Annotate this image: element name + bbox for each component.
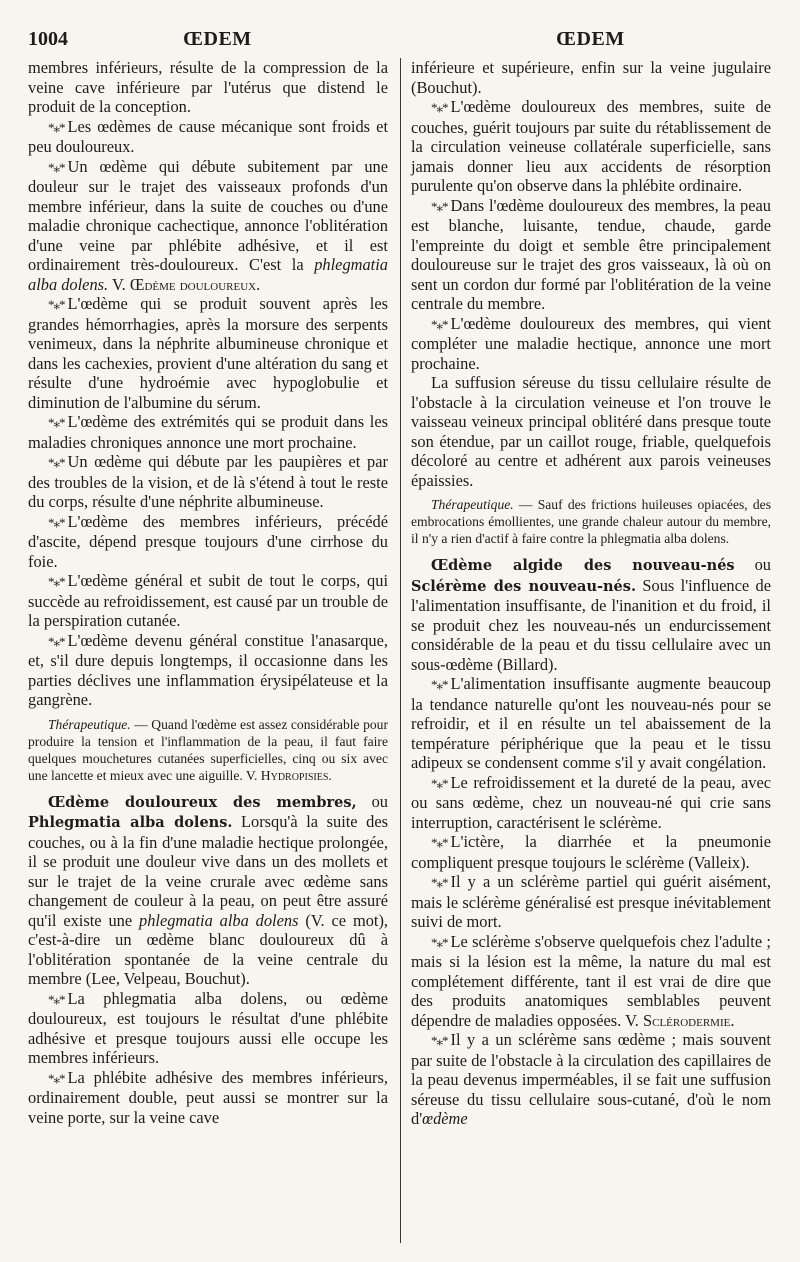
page-number: 1004 <box>28 28 68 50</box>
asterism-icon: *⁎* <box>48 297 65 312</box>
paragraph: *⁎* L'ictère, la diarrhée et la pneumonie compliquent presque toujours le sclérème (Valleix). <box>411 832 771 872</box>
paragraph: *⁎* La phlegmatia alba dolens, ou œdème douloureux, est toujours le résultat d'une phlébite adhésive et presque toujours aussi elle occupe les membres inférieurs. <box>28 988 388 1067</box>
asterism-icon: *⁎* <box>48 159 65 175</box>
cross-reference: Sclérodermie. <box>643 1010 735 1030</box>
column-divider <box>400 58 401 1243</box>
paragraph: *⁎* Les œdèmes de cause mécanique sont froids et peu douloureux. <box>28 116 388 156</box>
asterism-icon: *⁎* <box>48 1070 65 1086</box>
paragraph: *⁎* Il y a un sclérème sans œdème ; mais souvent par suite de l'obstacle à la circulation des capillaires de la peau devenus imperméables, il se fait une suffusion séreuse du tissu cellulaire sous-cutané, d'où le nom d'œdème <box>411 1030 771 1128</box>
asterism-icon: *⁎* <box>48 455 65 470</box>
italic-term: œdème <box>422 1109 468 1128</box>
paragraph: *⁎* L'œdème général et subit de tout le corps, qui succède au refroidissement, est causé par un trouble de la perspiration cutanée. <box>28 571 388 630</box>
paragraph: *⁎* L'œdème des extrémités qui se produit dans les maladies chroniques annonce une mort prochaine. <box>28 412 388 452</box>
asterism-icon: *⁎* <box>48 119 65 135</box>
asterism-icon: *⁎* <box>48 991 65 1007</box>
right-column <box>411 58 771 1129</box>
asterism-icon: *⁎* <box>431 835 448 850</box>
asterism-icon: *⁎* <box>48 574 65 589</box>
asterism-icon: *⁎* <box>431 316 448 332</box>
italic-term: phlegmatia alba dolens. <box>28 255 388 294</box>
running-title-right: ŒDEM <box>556 28 625 50</box>
section-title: Sclérème des nouveau-nés. <box>411 577 636 595</box>
asterism-icon: *⁎* <box>48 415 65 430</box>
section-entry: Œdème douloureux des membres, ou Phlegmatia alba dolens. Lorsqu'à la suite des couches, ou à la fin d'une maladie hectique prolongée, il se produit une douleur vive dans un des mollets et sur le trajet de la veine crurale avec œdème sans changement de couleur à la peau, on peut être assuré qu'il existe une phlegmatia alba dolens (V. ce mot), c'est-à-dire un œdème blanc douloureux dû à l'oblitération spontanée de la veine centrale du membre (Lee, Velpeau, Bouchut). <box>28 791 389 988</box>
paragraph: *⁎* L'œdème devenu général constitue l'anasarque, et, s'il dure depuis longtemps, il occasionne dans les parties déclives une inflammation érysipélateuse et la gangrène. <box>28 630 388 709</box>
asterism-icon: *⁎* <box>431 1033 448 1048</box>
asterism-icon: *⁎* <box>431 775 448 791</box>
section-title: Œdème douloureux des membres, <box>48 793 357 811</box>
cross-reference: Hydropisies. <box>260 767 332 783</box>
paragraph: *⁎* L'œdème des membres inférieurs, précédé d'ascite, dépend presque toujours d'une cirrhose du foie. <box>28 511 388 571</box>
paragraph: inférieure et supérieure, enfin sur la veine jugulaire (Bouchut). <box>411 58 771 97</box>
asterism-icon: *⁎* <box>431 198 448 214</box>
asterism-icon: *⁎* <box>48 514 65 530</box>
therapeutics-note: Thérapeutique. — Sauf des frictions huileuses opiacées, des embrocations émollientes, une grande chaleur autour du membre, il n'y a rien d'actif à faire contre la phlegmatia alba dolens. <box>411 497 771 546</box>
asterism-icon: *⁎* <box>431 934 448 950</box>
cross-reference: Œdème douloureux. <box>129 274 261 294</box>
paragraph: *⁎* La phlébite adhésive des membres inférieurs, ordinairement double, peut aussi se montrer sur la veine porte, sur la veine cave <box>28 1067 388 1127</box>
paragraph: *⁎* Un œdème qui débute par les paupières et par des troubles de la vision, et de là s'étend à tout le reste du corps, résulte d'une néphrite albumineuse. <box>28 452 388 511</box>
section-entry: Œdème algide des nouveau-nés ou Sclérème des nouveau-nés. Sous l'influence de l'alimentation insuffisante, de l'inanition et du froid, il se produit chez les nouveau-nés un endurcissement considérable de la peau et du tissu cellulaire avec un sous-œdème (Billard). <box>411 555 771 674</box>
paragraph: *⁎* Il y a un sclérème partiel qui guérit aisément, mais le sclérème généralisé est presque inévitablement suivi de mort. <box>411 872 771 931</box>
therapeutics-note: Thérapeutique. — Quand l'œdème est assez considérable pour produire la tension et l'inflammation de la peau, il faut faire quelques mouchetures cutanées superficielles, cinq ou six avec une lancette et mieux avec une aiguille. V. Hydropisies. <box>28 716 388 783</box>
paragraph: *⁎* L'alimentation insuffisante augmente beaucoup la tendance naturelle qu'ont les nouveau-nés pour se refroidir, et il en résulte un tel abaissement de la température périphérique que la peau et le tissu adipeux se condensent comme s'il y avait congélation. <box>411 674 771 772</box>
paragraph: *⁎* Un œdème qui débute subitement par une douleur sur le trajet des vaisseaux profonds d'un membre inférieur, dans la suite de couches ou d'une maladie chronique cachectique, annonce l'oblitération d'une veine par phlébite adhésive, et il est ordinairement très-douloureux. C'est la phlegmatia alba dolens. V. Œdème douloureux. <box>28 156 388 294</box>
asterism-icon: *⁎* <box>431 875 448 890</box>
paragraph: *⁎* Dans l'œdème douloureux des membres, la peau est blanche, luisante, tendue, chaude, garde l'empreinte du doigt et semble être principalement douloureuse sur le trajet des gros vaisseaux, là où on sent un cordon dur formé par l'oblitération de la veine centrale du membre. <box>411 195 771 313</box>
asterism-icon: *⁎* <box>431 677 448 692</box>
asterism-icon: *⁎* <box>48 633 65 649</box>
page-header <box>28 28 782 58</box>
paragraph: membres inférieurs, résulte de la compression de la veine cave inférieure par l'utérus que distend le produit de la conception. <box>28 58 388 116</box>
paragraph: *⁎* Le sclérème s'observe quelquefois chez l'adulte ; mais si la lésion est la même, la nature du mal est complétement différente, tant il est vrai de dire que des produits anatomiques semblables peuvent dépendre de maladies opposées. V. Sclérodermie. <box>411 931 771 1030</box>
paragraph: *⁎* L'œdème douloureux des membres, suite de couches, guérit toujours par suite du rétablissement de la circulation veineuse collatérale superficielle, sans jamais donner lieu aux accidents de résorption purulente qu'on observe dans la phlébite ordinaire. <box>411 97 771 195</box>
left-column <box>28 58 388 1127</box>
paragraph: *⁎* Le refroidissement et la dureté de la peau, avec ou sans œdème, chez un nouveau-né qui crie sans interruption, caractérisent le sclérème. <box>411 772 771 832</box>
asterism-icon: *⁎* <box>431 100 448 115</box>
running-title-left: ŒDEM <box>183 28 252 50</box>
paragraph: La suffusion séreuse du tissu cellulaire résulte de l'obstacle à la circulation veineuse et l'on trouve le vaisseau veineux principal oblitéré dans presque toute son étendue, par un caillot rouge, friable, quelquefois décoloré au centre et adhérent aux parois veineuses épaissies. <box>411 373 771 490</box>
section-title: Œdème algide des nouveau-nés <box>431 557 735 574</box>
paragraph: *⁎* L'œdème douloureux des membres, qui vient compléter une maladie hectique, annonce une mort prochaine. <box>411 313 771 373</box>
paragraph: *⁎* L'œdème qui se produit souvent après les grandes hémorrhagies, après la morsure des serpents venimeux, dans la néphrite albumineuse chronique et dans les cachexies, provient d'une altération du sang et résulte d'une hydroémie avec hypoglobulie et diminution de l'albumine du sérum. <box>28 294 388 412</box>
therapeutics-label: Thérapeutique. <box>48 716 131 732</box>
section-title: Phlegmatia alba dolens. <box>28 814 233 831</box>
italic-term: phlegmatia alba dolens <box>139 910 299 930</box>
therapeutics-label: Thérapeutique. <box>431 497 514 512</box>
